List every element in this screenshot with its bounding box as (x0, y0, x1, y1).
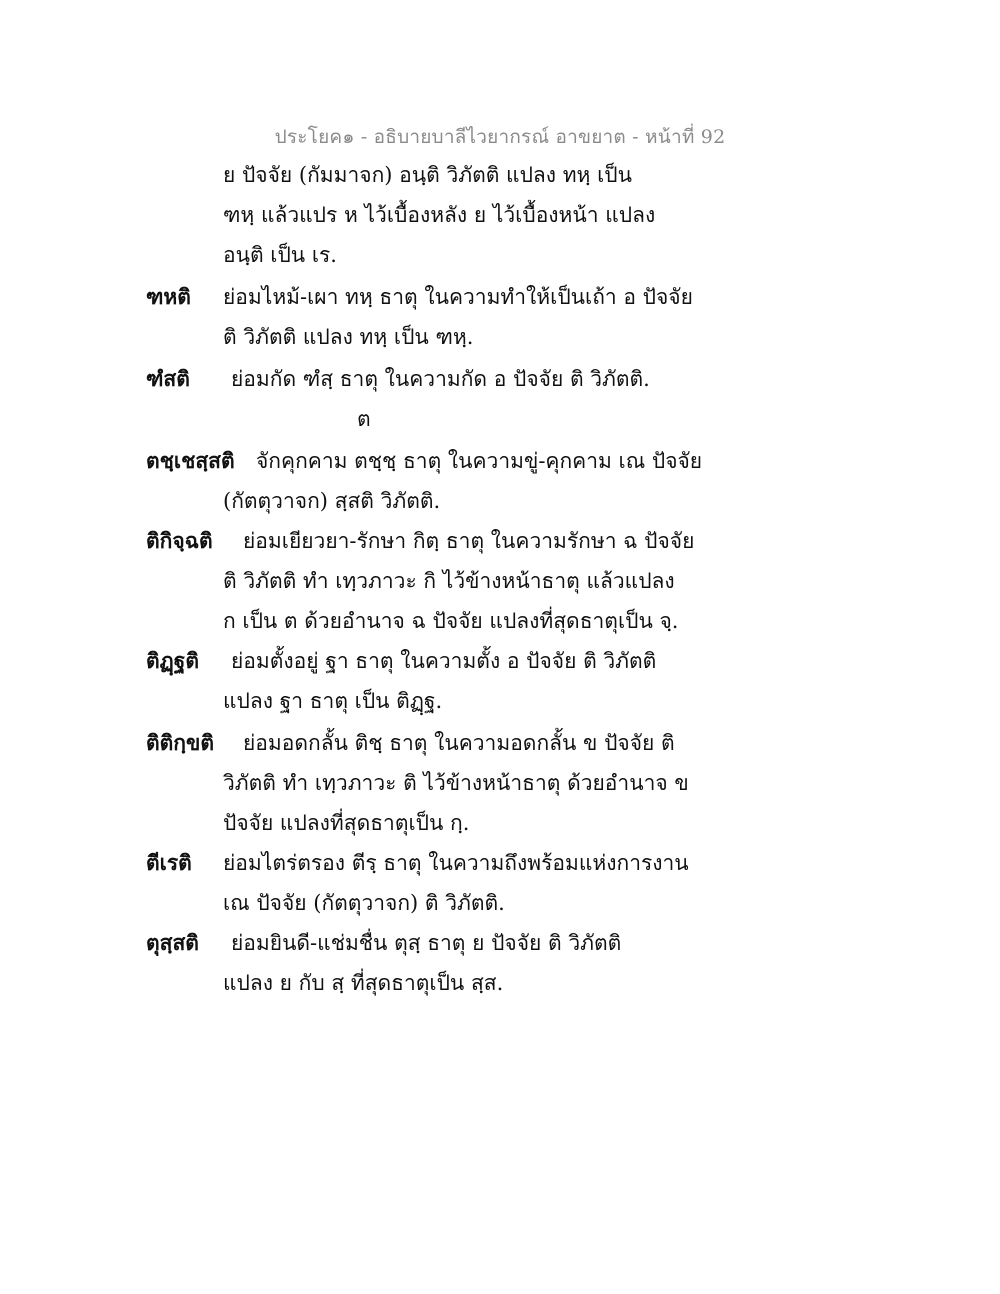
entry-term: ฑหติ (146, 284, 191, 309)
entry-line: จักคุกคาม ตชฺชฺ ธาตุ ในความขู่-คุกคาม เณ ปัจจัย (256, 449, 703, 473)
section-letter: ต (357, 407, 371, 431)
entry-term: ตีเรติ (146, 850, 192, 875)
entry-line: ปัจจัย แปลงที่สุดธาตุเป็น กฺ. (223, 811, 470, 835)
entry-line: ก เป็น ต ด้วยอำนาจ ฉ ปัจจัย แปลงที่สุดธาตุเป็น จฺ. (223, 609, 679, 633)
continuation-line: ย ปัจจัย (กัมมาจก) อนฺติ วิภัตติ แปลง ทหฺ เป็น (223, 163, 632, 187)
entry-term: ตุสฺสติ (146, 930, 199, 955)
entry-line: แปลง ฐา ธาตุ เป็น ติฏฺฐ. (223, 689, 443, 713)
entry-line: ย่อมเยียวยา-รักษา กิตฺ ธาตุ ในความรักษา ฉ ปัจจัย (243, 529, 695, 553)
entry-line: ติ วิภัตติ ทำ เทฺวภาวะ กิ ไว้ข้างหน้าธาตุ แล้วแปลง (223, 569, 675, 593)
entry-line: ย่อมกัด ฑํสฺ ธาตุ ในความกัด อ ปัจจัย ติ วิภัตติ. (231, 367, 650, 391)
entry-line: ติ วิภัตติ แปลง ทหฺ เป็น ฑหฺ. (223, 325, 474, 349)
entry-line: วิภัตติ ทำ เทฺวภาวะ ติ ไว้ข้างหน้าธาตุ ด้วยอำนาจ ข (223, 771, 689, 795)
entry-line: แปลง ย กับ สฺ ที่สุดธาตุเป็น สฺส. (223, 971, 504, 995)
running-header: ประโยค๑ - อธิบายบาลีไวยากรณ์ อาขยาต - หน้าที่ 92 (274, 126, 726, 148)
entry-term: ฑํสติ (146, 366, 190, 391)
entry-term: ตชฺเชสฺสติ (146, 448, 235, 473)
entry-line: เณ ปัจจัย (กัตตุวาจก) ติ วิภัตติ. (223, 891, 505, 915)
entry-line: (กัตตุวาจก) สฺสติ วิภัตติ. (223, 489, 441, 513)
entry-line: ย่อมยินดี-แช่มชื่น ตุสฺ ธาตุ ย ปัจจัย ติ วิภัตติ (231, 931, 622, 955)
entry-term: ติกิจฺฉติ (146, 528, 213, 553)
entry-term: ติติกฺขติ (146, 730, 214, 755)
continuation-line: ฑหฺ แล้วแปร ห ไว้เบื้องหลัง ย ไว้เบื้องหน้า แปลง (223, 203, 656, 227)
entry-term: ติฏฺฐติ (146, 648, 199, 673)
entry-line: ย่อมไหม้-เผา ทหฺ ธาตุ ในความทำให้เป็นเถ้า อ ปัจจัย (223, 285, 693, 309)
continuation-line: อนฺติ เป็น เร. (223, 243, 337, 267)
entry-line: ย่อมไตร่ตรอง ตีรฺ ธาตุ ในความถึงพร้อมแห่งการงาน (223, 851, 689, 875)
entry-line: ย่อมอดกลั้น ติชฺ ธาตุ ในความอดกลั้น ข ปัจจัย ติ (243, 731, 675, 755)
entry-line: ย่อมตั้งอยู่ ฐา ธาตุ ในความตั้ง อ ปัจจัย ติ วิภัตติ (231, 649, 657, 673)
